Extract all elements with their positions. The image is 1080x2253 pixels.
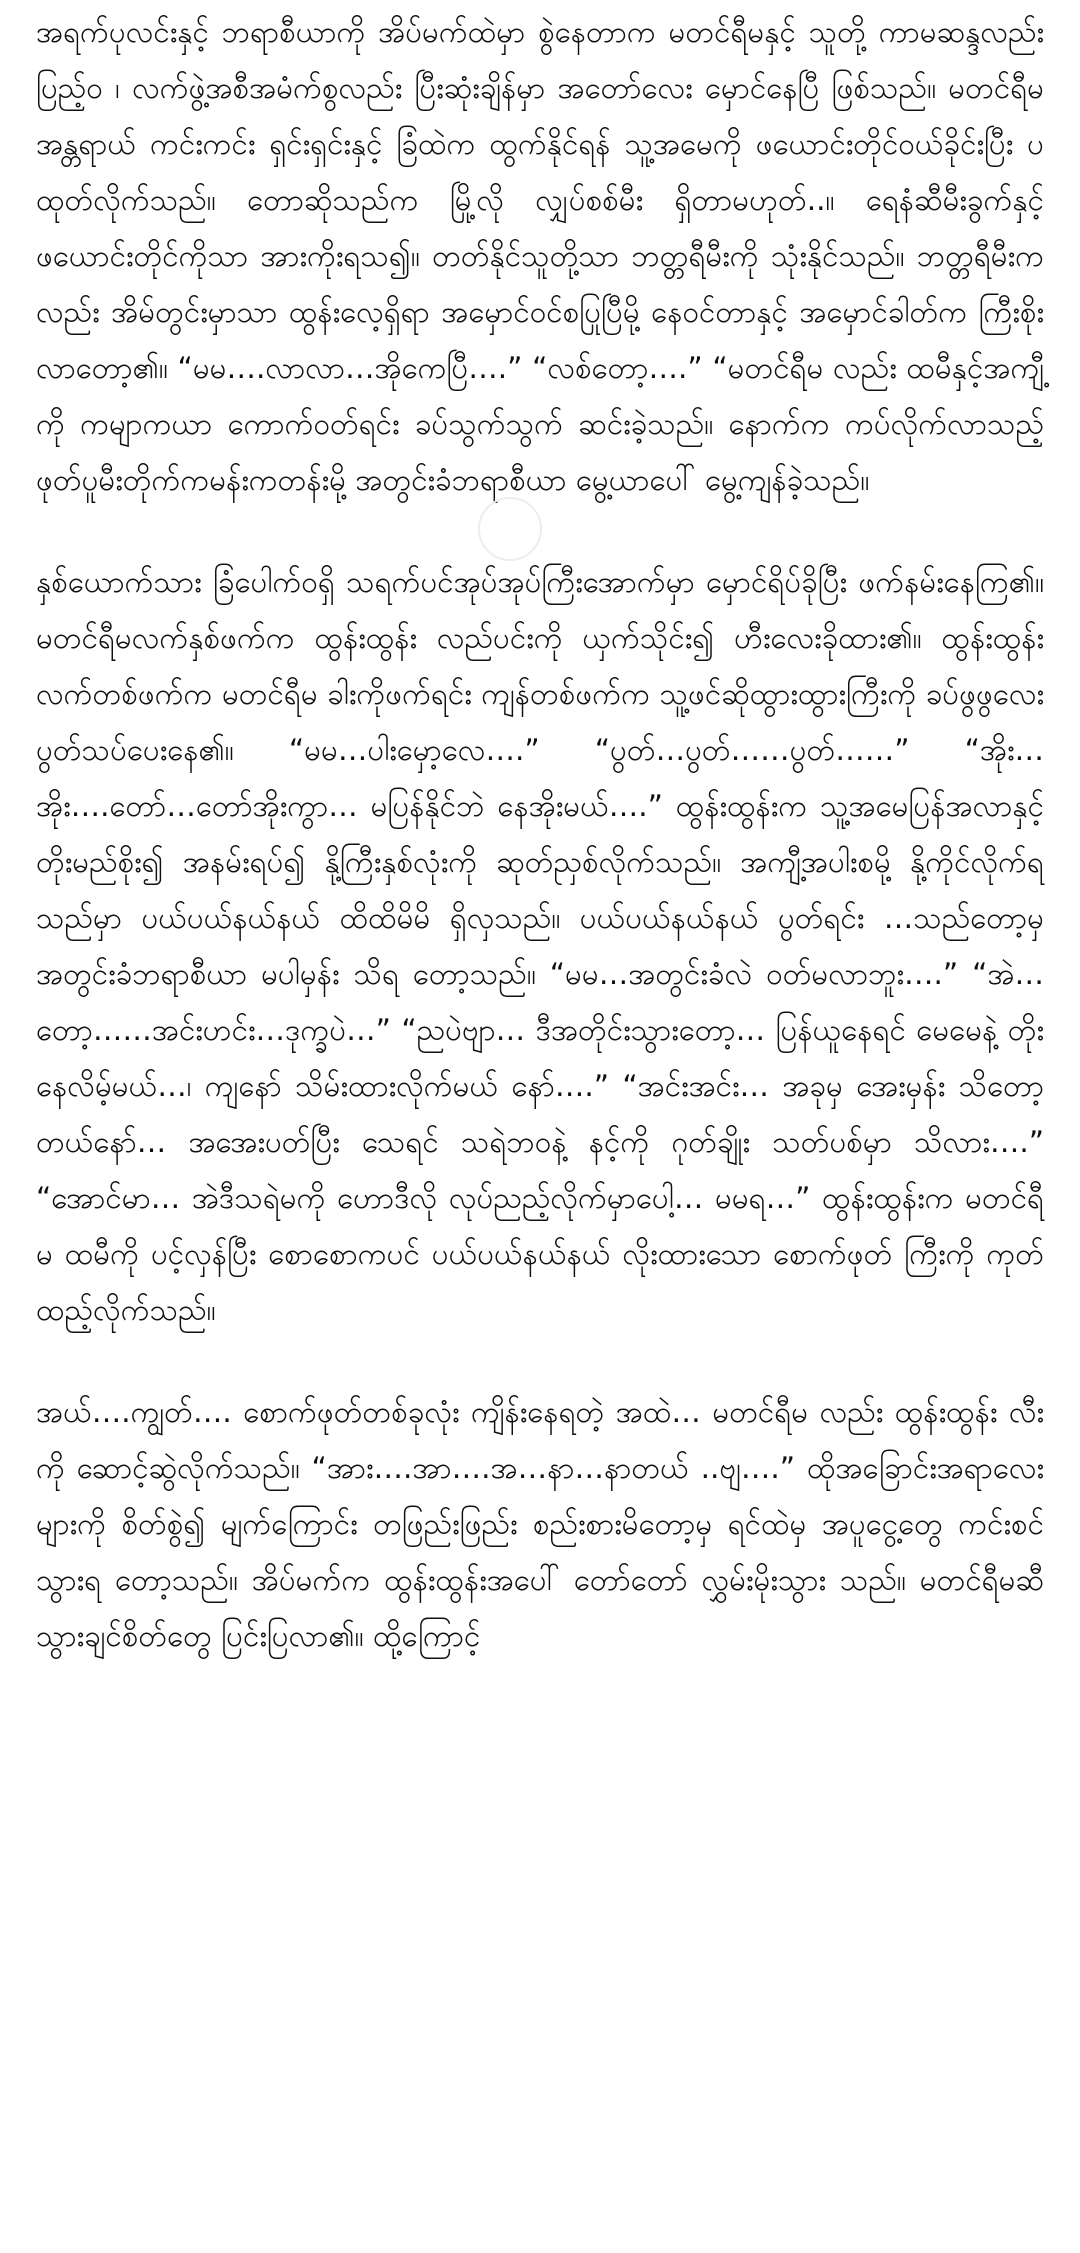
story-text-container [36, 0, 1044, 1664]
paragraph: နှစ်ယောက်သား ခြံပေါက်ဝရှိ သရက်ပင်အုပ်အုပ်ကြီးအောက်မှာ မှောင်ရိပ်ခိုပြီး ဖက်နမ်းနေကြ၏။ မတင်ရီမလက်နှစ်ဖက်က ထွန်းထွန်း လည်ပင်းကို ယှက်သိုင်း၍ ဟီးလေးခိုထား၏။ ထွန်းထွန်းလက်တစ်ဖက်က မတင်ရီမ ခါးကိုဖက်ရင်း ကျန်တစ်ဖက်က သူ့ဖင်ဆိုထွားထွားကြီးကို ခပ်ဖွဖွလေး ပွတ်သပ်ပေးနေ၏။ “မမ…ပါးမှော့လေ….” “ပွတ်…ပွတ်……ပွတ်……” “အိုး…အိုး….တော်…တော်အိုးကွာ… မပြန်နိုင်ဘဲ နေအိုးမယ်….” ထွန်းထွန်းက သူ့အမေပြန်အလာနှင့် တိုးမည်စိုး၍ အနမ်းရပ်၍ နို့ကြီးနှစ်လုံးကို ဆုတ်ညှစ်လိုက်သည်။ အကျီ့အပါးစမို့ နို့ကိုင်လိုက်ရ သည်မှာ ပယ်ပယ်နယ်နယ် ထိထိမိမိ ရှိလှသည်။ ပယ်ပယ်နယ်နယ် ပွတ်ရင်း …သည်တော့မှ အတွင်းခံဘရာစီယာ မပါမှန်း သိရ တော့သည်။ “မမ…အတွင်းခံလဲ ဝတ်မလာဘူး….” “အဲ…တော့……အင်းဟင်း…ဒုက္ခပဲ…” “ညပဲဗျာ… ဒီအတိုင်းသွားတော့… ပြန်ယူနေရင် မေမေနဲ့ တိုးနေလိမ့်မယ်…၊ ကျနော် သိမ်းထားလိုက်မယ် နော်….” “အင်းအင်း… အခုမှ အေးမှန်း သိတော့တယ်နော်… အအေးပတ်ပြီး သေရင် သရဲဘဝနဲ့ နင့်ကို ဂုတ်ချိုး သတ်ပစ်မှာ သိလား….” “အောင်မာ… အဲဒီသရဲမကို ဟောဒီလို လုပ်ညည့်လိုက်မှာပေါ့… မမရ…” ထွန်းထွန်းက မတင်ရီမ ထမီကို ပင့်လှန်ပြီး စောစောကပင် ပယ်ပယ်နယ်နယ် လိုးထားသော စောက်ဖုတ် ကြီးကို ကုတ်ထည့်လိုက်သည်။ [36, 565, 1044, 1327]
page-bottom-edge [0, 2247, 1080, 2253]
paragraph: အရက်ပုလင်းနှင့် ဘရာစီယာကို အိပ်မက်ထဲမှာ စွဲနေတာက မတင်ရီမနှင့် သူတို့ ကာမဆန္ဒလည်းပြည့်၀ ၊ လက်ဖွဲ့အစီအမံက်စွလည်း ပြီးဆုံးချိန်မှာ အတော်လေး မှောင်နေပြီ ဖြစ်သည်။ မတင်ရီမ အန္တရာယ် ကင်းကင်း ရှင်းရှင်းနှင့် ခြံထဲက ထွက်နိုင်ရန် သူ့အမေကို ဖယောင်းတိုင်ဝယ်ခိုင်းပြီး ပထုတ်လိုက်သည်။ တောဆိုသည်က မြို့လို လျှပ်စစ်မီး ရှိတာမဟုတ်..။ ရေနံဆီမီးခွက်နှင့် ဖယောင်းတိုင်ကိုသာ အားကိုးရသ၍။ တတ်နိုင်သူတို့သာ ဘတ္တရီမီးကို သုံးနိုင်သည်။ ဘတ္တရီမီးကလည်း အိမ်တွင်းမှာသာ ထွန်းလေ့ရှိရာ အမှောင်ဝင်စပြုပြီမို့ နေဝင်တာနှင့် အမှောင်ခါတ်က ကြီးစိုးလာတော့၏။ “မမ….လာလာ…အိုကေပြီ….” “လစ်တော့….” “မတင်ရီမ လည်း ထမီနှင့်အကျီ့ကို ကမျာကယာ ကောက်ဝတ်ရင်း ခပ်သွက်သွက် ဆင်းခဲ့သည်။ နောက်က ကပ်လိုက်လာသည့် ဖုတ်ပူမီးတိုက်ကမန်းကတန်းမို့ အတွင်းခံဘရာစီယာ မွေ့ယာပေါ် မွေ့ကျန်ခဲ့သည်။ [36, 15, 1044, 497]
paragraph: အယ်….ကျွတ်…. စောက်ဖုတ်တစ်ခုလုံး ကျိန်းနေရတဲ့ အထဲ… မတင်ရီမ လည်း ထွန်းထွန်း လီးကို ဆောင့်ဆွဲလိုက်သည်။ “အား….အာ….အ…နာ…နာတယ် ..ဗျ….” ထိုအခြောင်းအရာလေးများကို စိတ်စွဲ၍ မျက်ကြောင်း တဖြည်းဖြည်း စည်းစားမိတော့မှ ရင်ထဲမှ အပူငွေ့တွေ ကင်းစင်သွားရ တော့သည်။ အိပ်မက်က ထွန်းထွန်းအပေါ် တော်တော် လွှမ်းမိုးသွား သည်။ မတင်ရီမဆီ သွားချင်စိတ်တွေ ပြင်းပြလာ၏။ ထို့ကြောင့် [36, 1395, 1044, 1653]
